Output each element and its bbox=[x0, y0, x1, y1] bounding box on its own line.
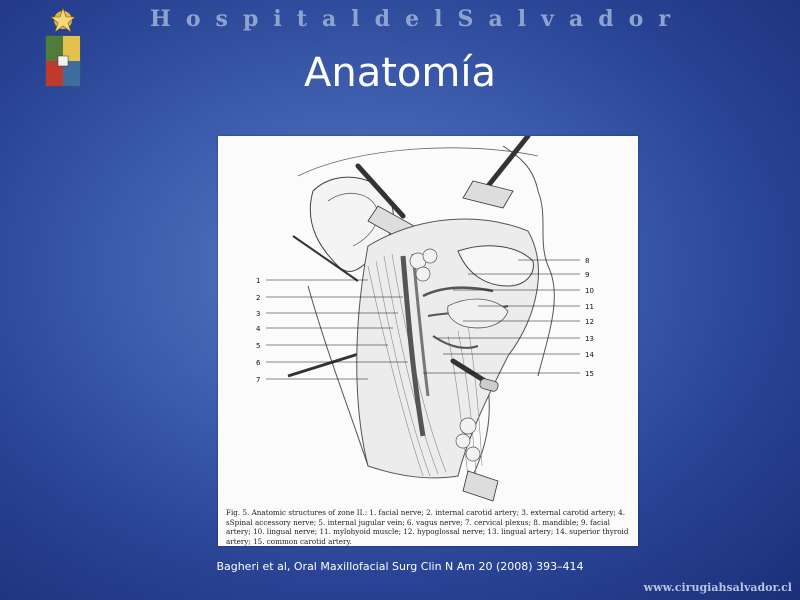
citation: Bagheri et al, Oral Maxillofacial Surg Clin N Am 20 (2008) 393–414 bbox=[216, 560, 584, 573]
header-letter: l bbox=[434, 6, 443, 32]
header-letter: e bbox=[405, 6, 420, 32]
label-7: 7 bbox=[256, 376, 261, 384]
hospital-name-header bbox=[150, 6, 670, 32]
header-letter: o bbox=[628, 6, 644, 32]
header-letter: i bbox=[273, 6, 282, 32]
label-13: 13 bbox=[585, 335, 594, 343]
slide-title: Anatomía bbox=[304, 50, 496, 96]
header-letter: o bbox=[185, 6, 201, 32]
zone-ii-neck-anatomy-illustration bbox=[218, 136, 638, 506]
header-letter: l bbox=[351, 6, 360, 32]
label-11: 11 bbox=[585, 303, 594, 311]
header-letter: s bbox=[215, 6, 228, 32]
header-letter: d bbox=[598, 6, 614, 32]
label-10: 10 bbox=[585, 287, 594, 295]
label-2: 2 bbox=[256, 294, 261, 302]
header-letter: S bbox=[457, 6, 474, 32]
header-letter: p bbox=[242, 6, 259, 32]
label-5: 5 bbox=[256, 342, 261, 350]
header-letter: l bbox=[517, 6, 527, 32]
label-1: 1 bbox=[256, 277, 261, 285]
label-6: 6 bbox=[256, 359, 261, 367]
label-4: 4 bbox=[256, 325, 261, 333]
label-3: 3 bbox=[256, 310, 261, 318]
label-9: 9 bbox=[585, 271, 590, 279]
header-letter: v bbox=[541, 6, 554, 32]
label-8: 8 bbox=[585, 257, 590, 265]
header-letter: a bbox=[321, 6, 337, 32]
label-14: 14 bbox=[585, 351, 594, 359]
header-letter: a bbox=[488, 6, 503, 32]
figure-caption: Fig. 5. Anatomic structures of zone II.: 1. facial nerve; 2. internal carotid artery; 3. external carotid artery; 4. sSpinal accessory nerve; 5. internal jugular vein; 6. vagus nerve; 7. cervical plexus; 8. mandible; 9. facial artery; 10. lingual nerve; 11. mylohyoid muscle; 12. hypoglossal nerve; 13. lingual artery; 14. superior thyroid artery; 15. common carotid artery. bbox=[226, 508, 629, 546]
anatomy-figure bbox=[218, 136, 638, 546]
star-emblem-icon bbox=[51, 8, 75, 32]
header-letter: r bbox=[658, 6, 670, 32]
label-15: 15 bbox=[585, 370, 594, 378]
header-letter: a bbox=[568, 6, 584, 32]
website-url: www.cirugiahsalvador.cl bbox=[643, 581, 792, 594]
header-letter: H bbox=[150, 6, 171, 32]
label-12: 12 bbox=[585, 318, 594, 326]
header-letter: t bbox=[296, 6, 307, 32]
header-letter: d bbox=[374, 6, 391, 32]
